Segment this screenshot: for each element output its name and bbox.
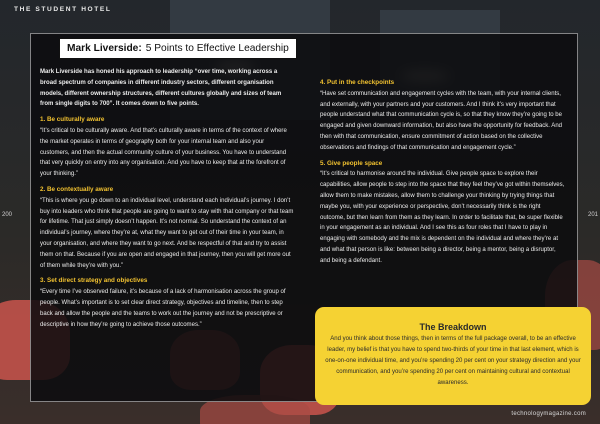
breakdown-box: [315, 307, 591, 405]
title-name: Mark Liverside:: [67, 43, 142, 54]
intro-paragraph: Mark Liverside has honed his approach to leadership “over time, working across a broad spectrum of companies in different industry sectors, different organisation models, different ownership structures, different cultures globally and sizes of team from single digits to 700”. It comes down to five points.: [40, 69, 282, 108]
point-1-text: “It’s critical to be culturally aware. And that’s culturally aware in terms of the context of where the market operates in terms of geography both for your internal team and also your customers, and then the actual community culture of your business. You have to understand that very quickly on entry into any organisation. And you have to keep that at the forefront of your thinking.”: [40, 127, 287, 178]
point-2-text: “This is where you go down to an individual level, understand each individual’s journey. I don’t buy into leaders who think that people are going to want to stay with that company or that team for lifetime. That just simply doesn’t happen. It’s not normal. So understand the context of an individual’s journey, where they’re at, what they want to get out of their time in your team, in your organisation, and where they want to go next. And be respectful of that and try to assist them on that. Because if you are open and engaged in that journey, then you will get more out of them while they’re with you.”: [40, 197, 294, 269]
right-column: [320, 78, 566, 272]
point-2-heading: 2. Be contextually aware: [40, 185, 114, 193]
point-3-heading: 3. Set direct strategy and objectives: [40, 277, 148, 285]
website-url[interactable]: technologymagazine.com: [511, 411, 586, 417]
brand-logo: THE STUDENT HOTEL: [14, 6, 112, 13]
left-column: [40, 67, 294, 335]
point-5-heading: 5. Give people space: [320, 159, 383, 167]
point-5-text: “It’s critical to harmonise around the individual. Give people space to explore their capabilities, allow people to step into the space that they feel they’ve got within themselves, allow them to make mistakes, allow them to challenge your thinking by trying things that maybe you, with your experience or perspective, don’t necessarily think is the right outcome, but then learn from them as they learn. In order to facilitate that, be super flexible in your engagement as an individual. And I see this as four roles that I have to play in engaging with somebody and the mix is dependent on the individual and where they’re at and what that person is like: between being a director, being a mentor, being a disruptor, and being a defendant.: [320, 171, 565, 264]
point-3-text: “Every time I’ve observed failure, it’s because of a lack of harmonisation across the group of people. What’s important is to set clear direct strategy, objectives and timeline, then to step back and allow the people and the teams to work out the journey and not be prescriptive or descriptive in how they’re going to achieve those outcomes.”: [40, 289, 286, 328]
article-title: [59, 38, 297, 59]
point-1-heading: 1. Be culturally aware: [40, 116, 105, 124]
breakdown-text: And you think about those things, then in terms of the full package overall, to be an effective leader, my belief is that you have to spend two-thirds of your time in that last element, which is one-on-one individual time, and you’re spending 20 per cent on your strategy direction and your communication, and you’re spending 20 per cent on maintaining cultural and contextual awareness.: [325, 336, 581, 386]
page-number-right: 201: [587, 212, 598, 218]
point-4-text: “Have set communication and engagement cycles with the team, with your internal clients, and externally, with your partners and your customers. And I think it’s very important that people understand what that communication cycle is, so that they know they’re going to be engaged and given downward information, but also have the opportunity for feedback. And then with that communication, ensure commitment of action based on the collective observations and findings of that communication and engagement cycle.”: [320, 90, 563, 151]
point-4-heading: 4. Put in the checkpoints: [320, 79, 395, 86]
page-number-left: 200: [2, 212, 13, 218]
breakdown-title: The Breakdown: [419, 322, 487, 332]
title-subtitle: 5 Points to Effective Leadership: [145, 43, 289, 54]
